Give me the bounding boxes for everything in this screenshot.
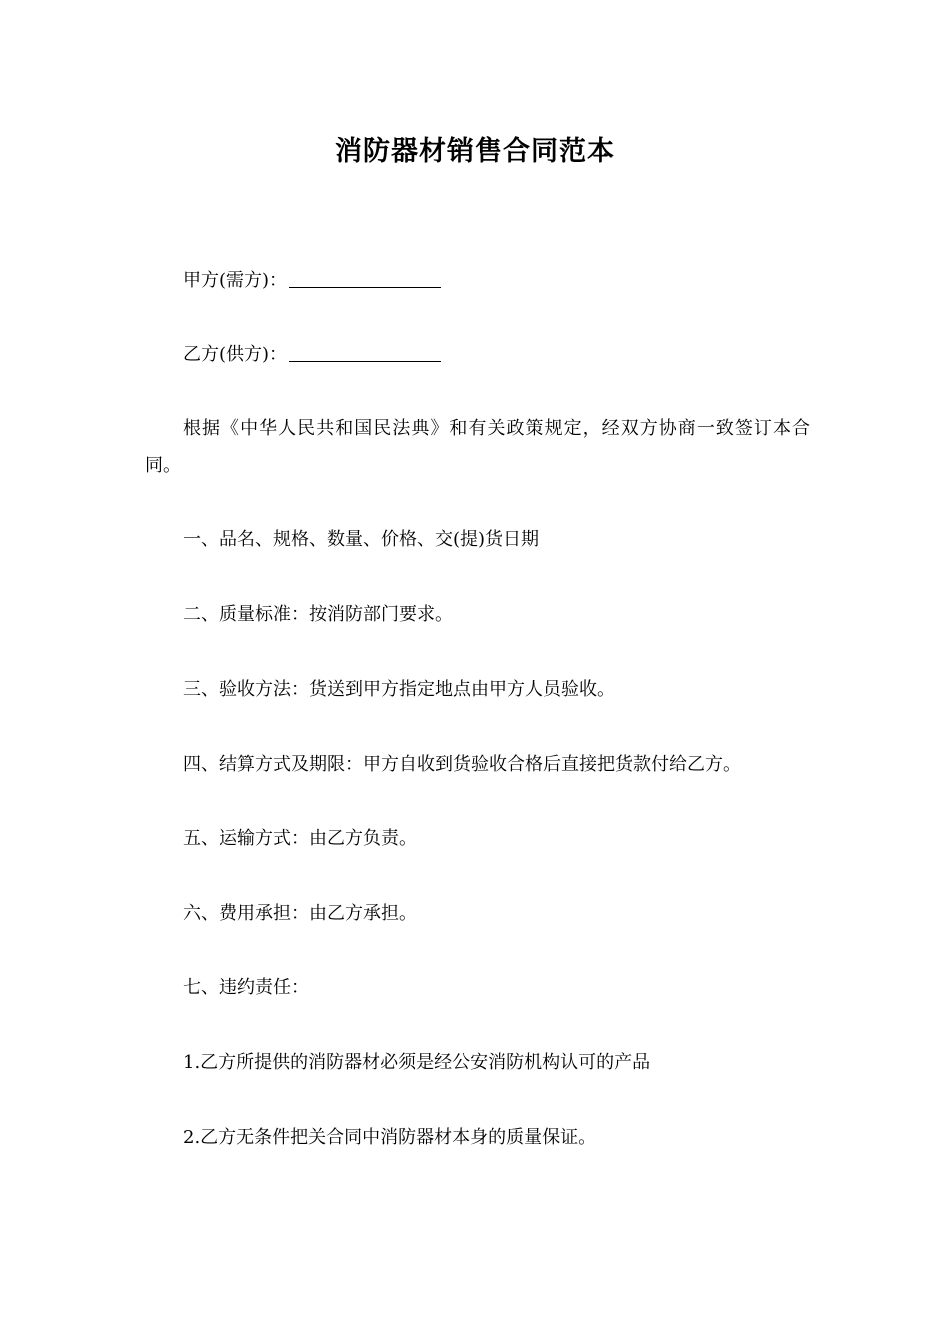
clause-4: 四、结算方式及期限：甲方自收到货验收合格后直接把货款付给乙方。 [183, 754, 741, 775]
party-a-line [145, 262, 810, 299]
clause-6: 六、费用承担：由乙方承担。 [183, 903, 417, 924]
party-a-blank [289, 269, 441, 288]
party-b-blank [289, 343, 441, 362]
clause-2: 二、质量标准：按消防部门要求。 [183, 604, 453, 625]
party-b-label: 乙方(供方)： [183, 344, 288, 365]
clause-7: 七、违约责任： [183, 977, 309, 998]
intro-paragraph: 根据《中华人民共和国民法典》和有关政策规定，经双方协商一致签订本合同。 [145, 418, 810, 476]
party-b-line [145, 336, 810, 373]
clause-1: 一、品名、规格、数量、价格、交(提)货日期 [183, 529, 540, 550]
item-2: 2.乙方无条件把关合同中消防器材本身的质量保证。 [183, 1127, 597, 1148]
item-1: 1.乙方所提供的消防器材必须是经公安消防机构认可的产品 [183, 1052, 651, 1073]
clause-5: 五、运输方式：由乙方负责。 [183, 828, 417, 849]
document-title: 消防器材销售合同范本 [335, 136, 615, 167]
clause-3: 三、验收方法：货送到甲方指定地点由甲方人员验收。 [183, 679, 615, 700]
party-a-label: 甲方(需方)： [183, 270, 288, 291]
